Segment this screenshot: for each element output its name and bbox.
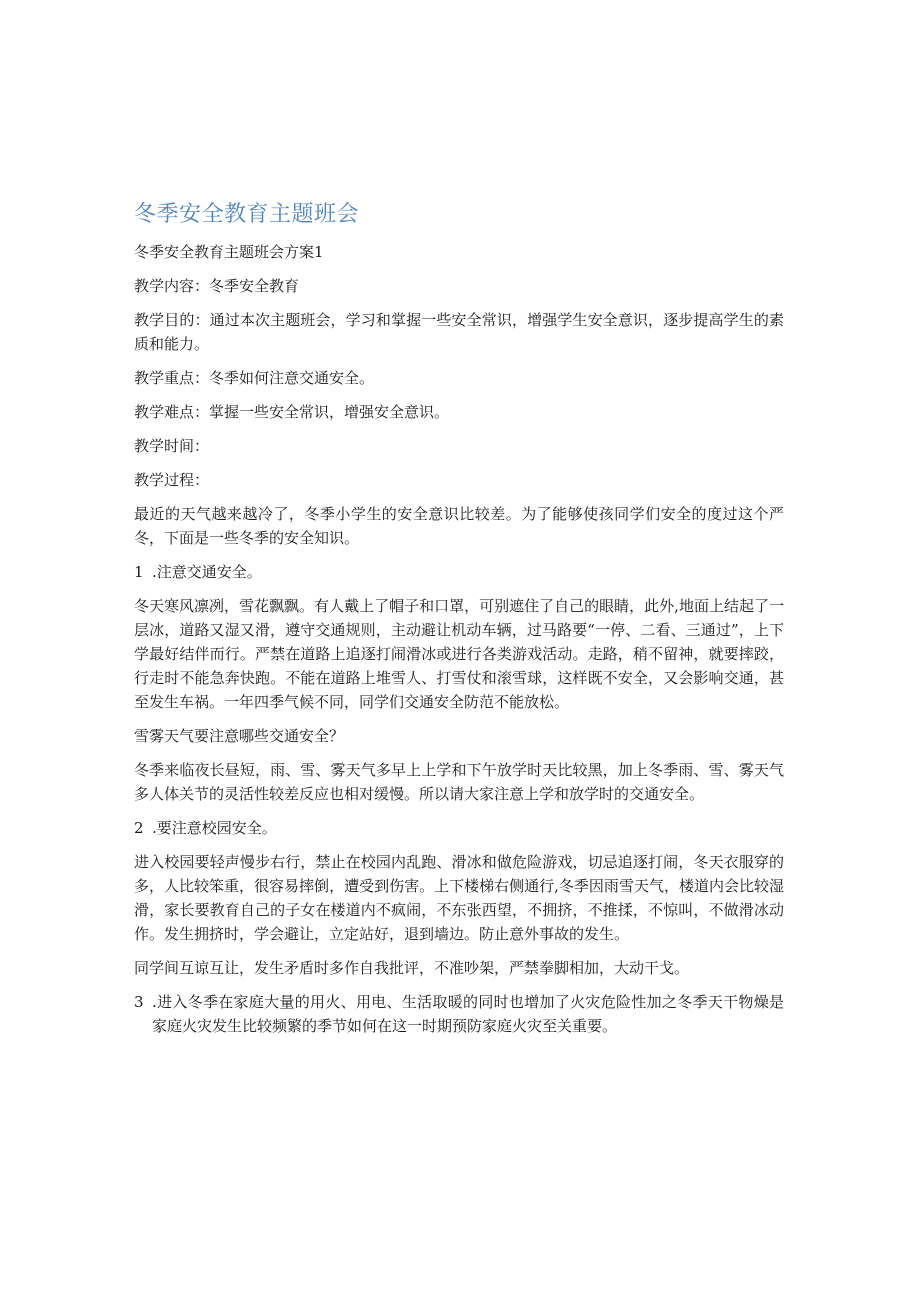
section-2-heading [134,816,784,840]
section-number: 3 [134,993,144,1011]
content-line: 教学内容：冬季安全教育 [134,277,300,295]
section-1-heading [134,560,784,584]
section-number: 2 [134,819,144,837]
key-point-line: 教学重点：冬季如何注意交通安全。 [134,369,375,387]
section-title: .注意交通安全。 [152,563,262,581]
time-line: 教学时间： [134,437,210,455]
section-3-heading [134,990,784,1038]
campus-paragraph: 进入校园要轻声慢步右行，禁止在校园内乱跑、滑冰和做危险游戏，切忌追逐打闹，冬天衣服穿的多，人比较笨重，很容易摔倒，遭受到伤害。上下楼梯右侧通行,冬季因雨雪天气，楼道内会比较湿滑，家长要教育自己的子女在楼道内不疯闹，不东张西望，不拥挤，不推揉，不惊叫，不做滑冰动作。发生拥挤时，学会避让，立定站好，退到墙边。防止意外事故的发生。 [134,853,784,943]
intro-paragraph: 最近的天气越来越冷了，冬季小学生的安全意识比较差。为了能够使孩同学们安全的度过这个严冬，下面是一些冬季的安全知识。 [134,505,784,547]
goal-paragraph: 教学目的：通过本次主题班会，学习和掌握一些安全常识，增强学生安全意识，逐步提高学生的素质和能力。 [134,311,784,353]
difficulty-line: 教学难点：掌握一些安全常识，增强安全意识。 [134,403,450,421]
section-number: 1 [134,563,144,581]
section-title: .要注意校园安全。 [152,819,277,837]
process-line: 教学过程： [134,471,210,489]
document-page [134,200,784,1048]
fog-paragraph: 冬季来临夜长昼短，雨、雪、雾天气多早上上学和下午放学时天比较黑，加上冬季雨、雪、雾天气多人体关节的灵活性较差反应也相对缓慢。所以请大家注意上学和放学时的交通安全。 [134,761,784,803]
fog-question: 雪雾天气要注意哪些交通安全？ [134,727,345,745]
respect-paragraph: 同学间互谅互让，发生矛盾时多作自我批评，不准吵架，严禁拳脚相加，大动干戈。 [134,959,690,977]
document-title: 冬季安全教育主题班会 [134,202,360,227]
section-title: .进入冬季在家庭大量的用火、用电、生活取暖的同时也增加了火灾危险性加之冬季天干物燥是家庭火灾发生比较频繁的季节如何在这一时期预防家庭火灾至关重要。 [152,993,784,1035]
plan-heading: 冬季安全教育主题班会方案1 [134,243,324,261]
traffic-paragraph: 冬天寒风凛冽，雪花飘飘。有人戴上了帽子和口罩，可别遮住了自己的眼睛，此外,地面上结起了一层冰，道路又湿又滑，遵守交通规则，主动避让机动车辆，过马路要“一停、二看、三通过”，上下学最好结伴而行。严禁在道路上追逐打闹滑冰或进行各类游戏活动。走路，稍不留神，就要摔跤，行走时不能急奔快跑。不能在道路上堆雪人、打雪仗和滚雪球，这样既不安全，又会影响交通，甚至发生车祸。一年四季气候不同，同学们交通安全防范不能放松。 [134,597,784,711]
